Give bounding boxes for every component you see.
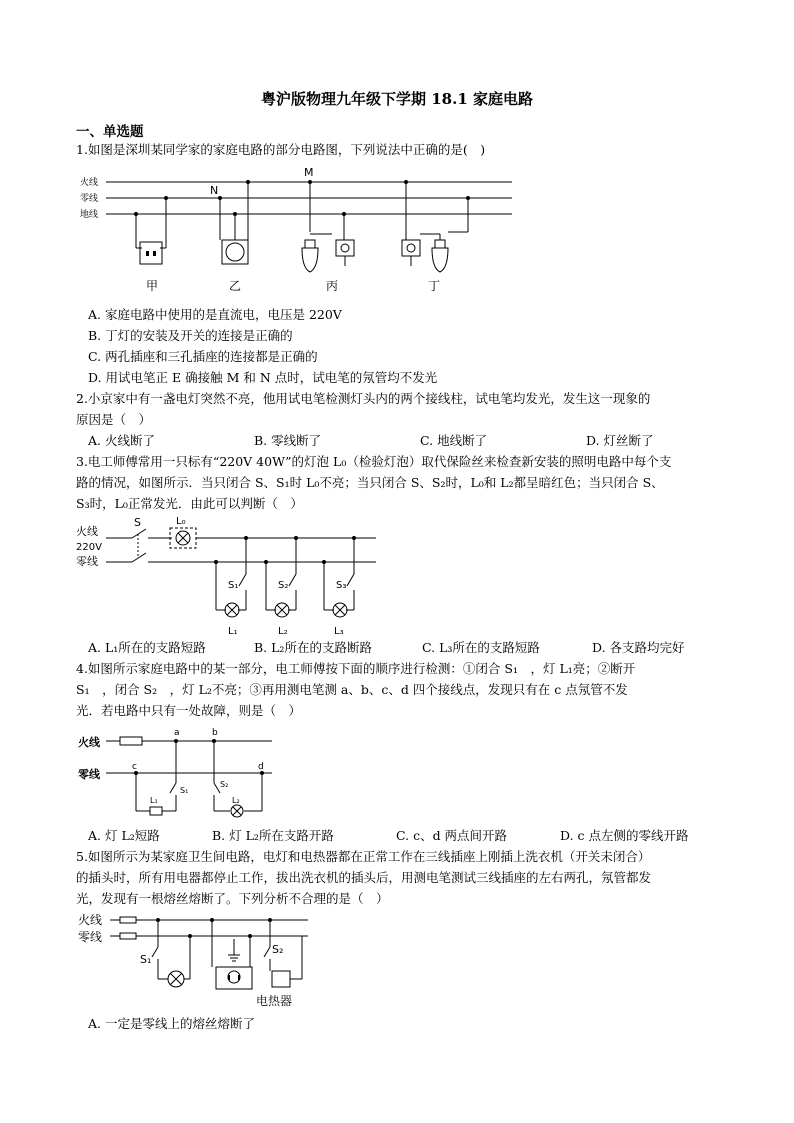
q4-stem-line2: S₁ ，闭合 S₂ ，灯 L₂不亮；③再用测电笔测 a、b、c、d 四个接线点，发现只有在 c 点氖管不发 xyxy=(76,682,628,697)
q5-heater-label: 电热器 xyxy=(256,994,293,1008)
q3-stem-line3: S₃时，L₀正常发光．由此可以判断（ ） xyxy=(76,496,303,511)
q1-option-a[interactable]: A. 家庭电路中使用的是直流电，电压是 220V xyxy=(88,307,342,322)
q3-stem-line1: 3.电工师傅常用一只标有“220V 40W”的灯泡 L₀（检验灯泡）取代保险丝来检查新安装的照明电路中每个支 xyxy=(76,454,672,469)
q3-switch-s1-label: S₁ xyxy=(228,580,239,591)
q2-stem-line2: 原因是（ ） xyxy=(76,412,152,427)
q4-point-d: d xyxy=(258,762,264,772)
q5-stem-line2: 的插头时，所有用电器都停止工作，拔出洗衣机的插头后，用测电笔测试三线插座的左右两孔，氖管都发 xyxy=(76,870,652,885)
q4-option-d[interactable]: D. c 点左侧的零线开路 xyxy=(560,828,689,843)
q4-switch-s1-label: S₁ xyxy=(180,786,189,795)
q2-option-c[interactable]: C. 地线断了 xyxy=(420,433,488,448)
q1-point-m: M xyxy=(304,166,314,179)
q3-option-a[interactable]: A. L₁所在的支路短路 xyxy=(88,640,206,655)
q3-lamp-l1-label: L₁ xyxy=(228,626,238,637)
q3-switch-s3-label: S₃ xyxy=(336,580,347,591)
q1-option-d[interactable]: D. 用试电笔正 E 确接触 M 和 N 点时，试电笔的氖管均不发光 xyxy=(88,370,438,385)
q4-option-a[interactable]: A. 灯 L₂短路 xyxy=(88,828,160,843)
q3-lamp-l0-label: L₀ xyxy=(176,516,186,527)
q3-voltage-label: 220V xyxy=(76,542,102,553)
q2-stem-line1: 2.小京家中有一盏电灯突然不亮，他用试电笔检测灯头内的两个接线柱，试电笔均发光，发生这一现象的 xyxy=(76,391,651,406)
q3-live-label: 火线 xyxy=(76,525,98,538)
q4-stem-line3: 光．若电路中只有一处故障，则是（ ） xyxy=(76,703,302,718)
page-title: 粤沪版物理九年级下学期 18.1 家庭电路 xyxy=(261,90,533,108)
q4-switch-s2-label: S₂ xyxy=(220,780,229,789)
section-heading: 一、单选题 xyxy=(76,124,144,140)
q1-point-n: N xyxy=(210,184,219,197)
q5-stem-line3: 光，发现有一根熔丝熔断了。下列分析不合理的是（ ） xyxy=(76,891,389,906)
q4-option-c[interactable]: C. c、d 两点间开路 xyxy=(396,828,508,843)
q1-label-ding: 丁 xyxy=(428,279,441,293)
q3-switch-s2-label: S₂ xyxy=(278,580,289,591)
q4-point-b: b xyxy=(212,728,218,738)
q4-point-c: c xyxy=(132,762,137,772)
q4-lamp-l1-label: L₁ xyxy=(150,796,158,805)
q2-option-a[interactable]: A. 火线断了 xyxy=(88,433,155,448)
q1-neutral-label: 零线 xyxy=(80,194,99,204)
q5-live-label: 火线 xyxy=(78,913,103,927)
q5-neutral-label: 零线 xyxy=(78,930,103,944)
q3-neutral-label: 零线 xyxy=(76,555,98,568)
q3-lamp-l2-label: L₂ xyxy=(278,626,288,637)
q3-lamp-l3-label: L₃ xyxy=(334,626,344,637)
q4-option-b[interactable]: B. 灯 L₂所在支路开路 xyxy=(212,828,334,843)
q5-circuit-figure xyxy=(76,909,316,1013)
q1-live-label: 火线 xyxy=(80,178,99,188)
q5-option-a[interactable]: A. 一定是零线上的熔丝熔断了 xyxy=(88,1016,255,1031)
q1-option-c[interactable]: C. 两孔插座和三孔插座的连接都是正确的 xyxy=(88,349,318,364)
q3-switch-s-label: S xyxy=(134,516,141,529)
q5-switch-s1-label: S₁ xyxy=(140,953,152,966)
q1-ground-label: 地线 xyxy=(80,210,99,220)
q4-point-a: a xyxy=(174,728,180,738)
q3-stem-line2: 路的情况，如图所示．当只闭合 S、S₁时 L₀不亮；当只闭合 S、S₂时，L₀和 L₂都呈暗红色；当只闭合 S、 xyxy=(76,475,664,490)
q1-label-yi: 乙 xyxy=(229,279,242,293)
q4-circuit-figure xyxy=(76,725,276,825)
q1-option-b[interactable]: B. 丁灯的安装及开关的连接是正确的 xyxy=(88,328,293,343)
q5-stem-line1: 5.如图所示为某家庭卫生间电路，电灯和电热器都在正常工作在三线插座上刚插上洗衣机（开关未闭合） xyxy=(76,849,651,864)
q1-label-jia: 甲 xyxy=(146,279,159,293)
q3-option-c[interactable]: C. L₃所在的支路短路 xyxy=(422,640,540,655)
q2-option-b[interactable]: B. 零线断了 xyxy=(254,433,322,448)
q3-option-b[interactable]: B. L₂所在的支路断路 xyxy=(254,640,372,655)
q3-option-d[interactable]: D. 各支路均完好 xyxy=(592,640,685,655)
q4-live-label: 火线 xyxy=(78,736,100,749)
q4-stem-line1: 4.如图所示家庭电路中的某一部分，电工师傅按下面的顺序进行检测：①闭合 S₁ ，灯 L₁亮；②断开 xyxy=(76,661,636,676)
q2-option-d[interactable]: D. 灯丝断了 xyxy=(586,433,654,448)
q1-label-bing: 丙 xyxy=(326,279,339,293)
q1-stem: 1.如图是深圳某同学家的家庭电路的部分电路图，下列说法中正确的是( ) xyxy=(76,142,486,157)
q5-switch-s2-label: S₂ xyxy=(272,943,284,956)
q3-circuit-figure xyxy=(76,514,386,638)
q4-neutral-label: 零线 xyxy=(78,768,100,781)
q4-lamp-l2-label: L₂ xyxy=(232,796,240,805)
q1-circuit-figure xyxy=(76,162,516,297)
